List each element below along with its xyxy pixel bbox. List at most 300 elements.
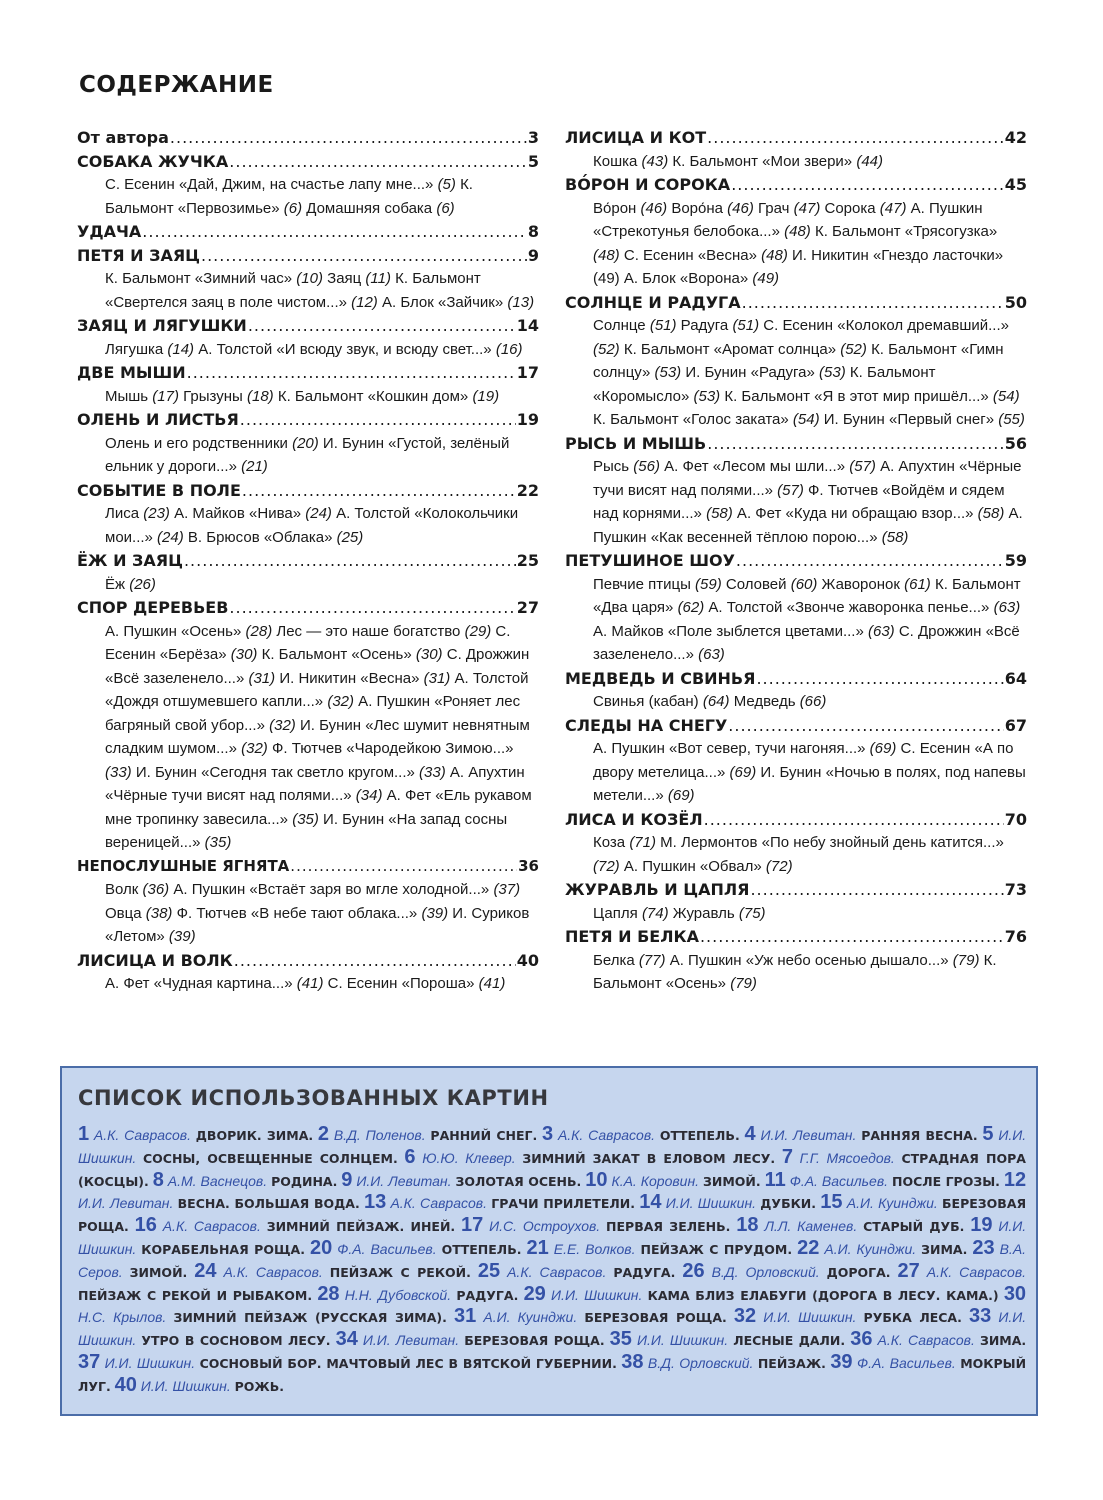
dot-leader	[707, 432, 1004, 456]
page-ref: (72)	[593, 857, 620, 875]
painting-number: 17	[461, 1214, 484, 1237]
chapter-title: СПОР ДЕРЕВЬЕВ	[77, 598, 229, 617]
painting-author: К.А. Коровин.	[611, 1172, 700, 1189]
page-ref: (12)	[351, 293, 378, 311]
painting-author: Н.Н. Дубовской.	[344, 1286, 452, 1303]
page-ref: (46)	[727, 199, 754, 217]
chapter-contents: Рысь (56) А. Фет «Лесом мы шли...» (57) А. Апухтин «Чёрные тучи висят над полями...» (57) Ф. Тютчев «Войдём и сядем над корнями...» (58) А. Фет «Куда ни обращаю взор...» (58) А. Пушкин «Как весенней тёплою порою...» (58)	[593, 458, 1023, 546]
painting-author: А.К. Саврасов.	[223, 1263, 323, 1280]
chapter-page: 59	[1004, 551, 1027, 570]
chapter-title: СОБЫТИЕ В ПОЛЕ	[77, 480, 241, 500]
chapter-heading	[77, 126, 539, 150]
painting-number: 26	[682, 1259, 705, 1282]
painting-author: В.Д. Орловский.	[711, 1263, 820, 1280]
painting-title: ДУБКИ.	[760, 1196, 817, 1212]
painting-author: Ф.А. Васильев.	[856, 1354, 956, 1371]
painting-author: В.А. Серов.	[78, 1240, 1027, 1280]
dot-leader	[229, 150, 527, 174]
page-ref: (48)	[593, 246, 620, 264]
page-ref: (58)	[881, 528, 909, 546]
page-ref: (25)	[336, 528, 364, 546]
painting-title: ПЕРВАЯ ЗЕЛЕНЬ.	[606, 1219, 731, 1235]
chapter-heading	[565, 808, 1027, 832]
painting-number: 30	[1003, 1282, 1027, 1305]
dot-leader	[290, 855, 517, 879]
chapter-heading	[565, 878, 1027, 902]
page-ref: (41)	[478, 975, 506, 992]
painting-title: ЗИМОЙ.	[703, 1173, 761, 1189]
page-ref: (75)	[738, 904, 766, 922]
page-ref: (51)	[732, 317, 760, 334]
painting-author: В.Д. Поленов.	[333, 1127, 426, 1143]
page-ref: (79)	[730, 975, 757, 992]
painting-number: 36	[850, 1328, 873, 1351]
painting-title: МОКРЫЙ ЛУГ.	[78, 1355, 1027, 1394]
dot-leader	[742, 291, 1004, 315]
painting-number: 16	[134, 1214, 157, 1237]
page-ref: (36)	[142, 881, 170, 898]
page-ref: (69)	[869, 740, 897, 757]
chapter-heading	[565, 173, 1027, 197]
dot-leader	[234, 949, 516, 973]
page-ref: (30)	[415, 646, 443, 663]
painting-author: Г.Г. Мясоедов.	[799, 1149, 895, 1166]
chapter-contents: Солнце (51) Радуга (51) С. Есенин «Колокол дремавший...» (52) К. Бальмонт «Аромат солнца» (52) К. Бальмонт «Гимн солнцу» (53) И. Бунин «Радуга» (53) К. Бальмонт «Коромысло» (53) К. Бальмонт «Я в этот мир пришёл...» (54) К. Бальмонт «Голос заката» (54) И. Бунин «Первый снег» (55)	[593, 317, 1025, 428]
chapter-page: 40	[516, 950, 539, 970]
chapter-title: ОЛЕНЬ И ЛИСТЬЯ	[77, 410, 239, 429]
painting-number: 33	[968, 1305, 992, 1328]
page-ref: (48)	[761, 246, 788, 264]
page-title: СОДЕРЖАНИЕ	[79, 72, 274, 98]
page-ref: (60)	[790, 575, 818, 593]
dot-leader	[707, 126, 1004, 150]
painting-number: 21	[526, 1236, 549, 1259]
chapter-page: 64	[1004, 668, 1027, 688]
painting-title: БЕРЕЗОВАЯ РОЩА.	[78, 1196, 1027, 1235]
painting-author: И.С. Остроухов.	[489, 1218, 601, 1235]
page-ref: (64)	[702, 693, 730, 710]
page-ref: (69)	[729, 763, 757, 781]
painting-author: В.Д. Орловский.	[647, 1354, 754, 1371]
page-ref: (63)	[867, 622, 895, 640]
dot-leader	[750, 878, 1003, 902]
chapter-page: 27	[516, 598, 539, 617]
chapter-contents: Мышь (17) Грызуны (18) К. Бальмонт «Кошкин дом» (19)	[105, 387, 500, 405]
chapter-page: 14	[516, 316, 539, 335]
dot-leader	[187, 361, 516, 385]
page-ref: (54)	[792, 411, 820, 428]
painting-author: А.К. Саврасов.	[557, 1127, 656, 1143]
painting-title: СОСНЫ, ОСВЕЩЕННЫЕ СОЛНЦЕМ.	[142, 1150, 398, 1166]
painting-author: А.К. Саврасов.	[926, 1263, 1027, 1280]
page-ref: (31)	[248, 669, 276, 687]
painting-number: 5	[982, 1123, 994, 1145]
page-ref: (29)	[464, 622, 492, 640]
page-ref: (52)	[593, 340, 620, 358]
painting-author: А.К. Саврасов.	[390, 1195, 487, 1212]
painting-number: 22	[797, 1236, 820, 1259]
dot-leader	[731, 173, 1004, 197]
page-ref: (56)	[633, 458, 660, 475]
page-ref: (52)	[840, 340, 867, 358]
painting-number: 38	[621, 1350, 644, 1373]
painting-number: 37	[78, 1350, 101, 1373]
painting-author: И.И. Шишкин.	[665, 1195, 757, 1212]
page-ref: (55)	[998, 411, 1025, 428]
chapter-title: ПЕТЯ И ЗАЯЦ	[77, 245, 200, 265]
painting-author: А.К. Саврасов.	[507, 1263, 607, 1280]
chapter-heading	[77, 855, 539, 879]
painting-author: И.И. Левитан.	[760, 1127, 857, 1143]
page-ref: (57)	[777, 481, 804, 499]
painting-title: ЗИМНИЙ ПЕЙЗАЖ (РУССКАЯ ЗИМА).	[173, 1310, 447, 1326]
page-ref: (47)	[879, 199, 907, 217]
painting-number: 39	[830, 1350, 853, 1373]
painting-number: 4	[744, 1123, 756, 1145]
page-ref: (77)	[638, 951, 666, 969]
page-ref: (23)	[143, 505, 170, 522]
page-ref: (33)	[419, 763, 446, 781]
painting-title: ПОСЛЕ ГРОЗЫ.	[891, 1173, 1000, 1189]
painting-author: И.И. Шишкин.	[78, 1127, 1027, 1166]
painting-author: Л.Л. Каменев.	[764, 1218, 858, 1235]
toc-left-column	[77, 126, 539, 996]
paintings-list-box	[60, 1066, 1038, 1416]
chapter-title: РЫСЬ И МЫШЬ	[565, 433, 707, 453]
chapter-page: 17	[516, 363, 539, 382]
chapter-contents: Во́рон (46) Воро́на (46) Грач (47) Сорока (47) А. Пушкин «Стрекотунья белобока...» (48) К. Бальмонт «Трясогузка» (48) С. Есенин «Весна» (48) И. Никитин «Гнездо ласточки» (49) А. Блок «Ворона» (49)	[593, 199, 1004, 287]
painting-title: КАМА БЛИЗ ЕЛАБУГИ (ДОРОГА В ЛЕСУ. КАМА.)	[647, 1287, 999, 1303]
painting-number: 7	[781, 1145, 793, 1168]
chapter-heading	[77, 361, 539, 385]
dot-leader	[756, 667, 1003, 691]
painting-title: БЕРЕЗОВАЯ РОЩА.	[464, 1333, 605, 1349]
painting-title: СОСНОВЫЙ БОР. МАЧТОВЫЙ ЛЕС В ВЯТСКОЙ ГУБЕРНИИ.	[199, 1355, 617, 1371]
chapter-title: ЁЖ И ЗАЯЦ	[77, 551, 183, 570]
page-ref: (38)	[145, 904, 173, 922]
chapter-contents: А. Пушкин «Осень» (28) Лес — это наше богатство (29) С. Есенин «Берёза» (30) К. Бальмонт «Осень» (30) С. Дрожжин «Всё зазеленело...» (31) И. Никитин «Весна» (31) А. Толстой «Дождя отшумевшего капли...» (32) А. Пушкин «Роняет лес багряный свой убор...» (32) И. Бунин «Лес шумит невнятным сладким шумом...» (32) Ф. Тютчев «Чародейкою Зимою...» (33) И. Бунин «Сегодня так светло кругом...» (33) А. Апухтин «Чёрные тучи висят над полями...» (34) А. Фет «Ель рукавом мне тропинку завесила...» (35) И. Бунин «На запад сосны вереницей...» (35)	[105, 622, 532, 851]
chapter-contents: Певчие птицы (59) Соловей (60) Жаворонок (61) К. Бальмонт «Два царя» (62) А. Толстой «Звонче жаворонка пенье...» (63) А. Майков «Поле зыблется цветами...» (63) С. Дрожжин «Всё зазеленело...» (63)	[593, 575, 1021, 663]
painting-title: ДОРОГА.	[826, 1264, 891, 1280]
painting-number: 12	[1003, 1168, 1027, 1191]
chapter-heading	[77, 549, 539, 573]
painting-author: Ю.Ю. Клевер.	[422, 1149, 516, 1166]
page-ref: (6)	[436, 199, 455, 217]
chapter-heading	[565, 291, 1027, 315]
page-ref: (41)	[296, 975, 324, 992]
chapter-page: 36	[518, 856, 539, 875]
page-ref: (43)	[641, 152, 669, 170]
page-ref: (14)	[167, 340, 195, 358]
chapter-heading	[77, 150, 539, 174]
paintings-list-title: СПИСОК ИСПОЛЬЗОВАННЫХ КАРТИН	[78, 1086, 549, 1110]
dot-leader	[229, 596, 515, 620]
page-ref: (16)	[495, 340, 523, 358]
page-ref: (6)	[283, 199, 303, 217]
page-ref: (48)	[784, 223, 811, 240]
painting-number: 24	[194, 1259, 217, 1282]
page-ref: (32)	[327, 693, 355, 710]
dot-leader	[728, 714, 1003, 738]
painting-number: 27	[897, 1259, 920, 1282]
painting-number: 23	[972, 1236, 995, 1259]
painting-title: ГРАЧИ ПРИЛЕТЕЛИ.	[491, 1196, 635, 1212]
chapter-title: ПЕТУШИНОЕ ШОУ	[565, 551, 735, 570]
painting-title: КОРАБЕЛЬНАЯ РОЩА.	[141, 1241, 305, 1257]
chapter-contents: К. Бальмонт «Зимний час» (10) Заяц (11) К. Бальмонт «Свертелся заяц в поле чистом...» (12) А. Блок «Зайчик» (13)	[105, 270, 535, 311]
chapter-contents: Белка (77) А. Пушкин «Уж небо осенью дышало...» (79) К. Бальмонт «Осень» (79)	[593, 951, 997, 992]
chapter-contents: Лягушка (14) А. Толстой «И всюду звук, и всюду свет...» (16)	[105, 340, 523, 358]
dot-leader	[248, 314, 516, 338]
chapter-title: ЛИСИЦА И КОТ	[565, 128, 707, 147]
chapter-title: ПЕТЯ И БЕЛКА	[565, 927, 699, 946]
painting-number: 1	[78, 1123, 90, 1145]
page-ref: (53)	[654, 364, 682, 381]
painting-number: 19	[970, 1214, 993, 1237]
page-ref: (66)	[799, 693, 827, 710]
page-ref: (28)	[245, 622, 273, 640]
page-ref: (24)	[305, 505, 332, 522]
chapter-title: ДВЕ МЫШИ	[77, 363, 186, 382]
dot-leader	[142, 220, 527, 244]
chapter-contents: Коза (71) М. Лермонтов «По небу знойный день катится...» (72) А. Пушкин «Обвал» (72)	[593, 834, 1004, 875]
chapter-page: 22	[516, 480, 539, 500]
dot-leader	[242, 479, 516, 503]
page-ref: (5)	[437, 176, 456, 193]
page-ref: (37)	[493, 881, 521, 898]
chapter-page: 42	[1004, 128, 1027, 147]
painting-title: ПЕЙЗАЖ.	[757, 1355, 826, 1371]
painting-author: И.И. Шишкин.	[636, 1332, 729, 1349]
painting-title: ЗИМНИЙ ПЕЙЗАЖ. ИНЕЙ.	[266, 1219, 456, 1235]
page-ref: (47)	[793, 199, 821, 217]
painting-title: РАННИЙ СНЕГ.	[430, 1128, 538, 1143]
chapter-heading	[77, 314, 539, 338]
chapter-title: ВО́РОН И СОРОКА	[565, 175, 731, 194]
page-ref: (69)	[667, 787, 695, 804]
chapter-heading	[565, 126, 1027, 150]
painting-title: СТРАДНАЯ ПОРА (КОСЦЫ).	[78, 1150, 1026, 1189]
chapter-contents: А. Пушкин «Вот север, тучи нагоняя...» (69) С. Есенин «А по двору метелица...» (69) И. Бунин «Ночью в полях, под напевы метели...» (69)	[593, 740, 1026, 804]
painting-author: И.И. Левитан.	[362, 1332, 460, 1349]
chapter-title: ЖУРАВЛЬ И ЦАПЛЯ	[565, 880, 750, 899]
dot-leader	[700, 925, 1004, 949]
painting-author: А.К. Саврасов.	[877, 1332, 975, 1349]
chapter-title: ЛИСА И КОЗЁЛ	[565, 809, 703, 829]
painting-number: 6	[404, 1145, 416, 1168]
painting-number: 14	[639, 1191, 662, 1214]
chapter-heading	[77, 408, 539, 432]
chapter-title: СЛЕДЫ НА СНЕГУ	[565, 715, 728, 735]
painting-author: И.И. Шишкин.	[763, 1309, 857, 1326]
painting-title: ЛЕСНЫЕ ДАЛИ.	[733, 1333, 846, 1349]
page-ref: (31)	[423, 669, 451, 687]
painting-author: Ф.А. Васильев.	[789, 1172, 889, 1189]
chapter-heading	[77, 596, 539, 620]
chapter-page: 67	[1004, 715, 1027, 735]
chapter-contents: Лиса (23) А. Майков «Нива» (24) А. Толстой «Колокольчики мои...» (24) В. Брюсов «Облака» (25)	[105, 505, 519, 546]
chapter-heading	[77, 244, 539, 268]
painting-title: РАДУГА.	[456, 1287, 519, 1303]
painting-title: РАДУГА.	[613, 1264, 676, 1280]
painting-author: А.И. Куинджи.	[846, 1195, 938, 1212]
dot-leader	[704, 808, 1004, 832]
chapter-heading	[565, 549, 1027, 573]
chapter-heading	[77, 949, 539, 973]
painting-number: 28	[317, 1282, 340, 1305]
page-ref: (54)	[992, 387, 1020, 405]
chapter-page: 76	[1004, 927, 1027, 946]
painting-number: 34	[335, 1328, 358, 1351]
painting-number: 31	[454, 1305, 477, 1328]
page-ref: (39)	[168, 928, 196, 945]
painting-author: Н.С. Крылов.	[78, 1309, 167, 1326]
painting-author: Ф.А. Васильев.	[337, 1240, 437, 1257]
chapter-page: 9	[527, 245, 539, 265]
chapter-heading	[77, 220, 539, 244]
chapter-contents: Волк (36) А. Пушкин «Встаёт заря во мгле холодной...» (37) Овца (38) Ф. Тютчев «В небе тают облака...» (39) И. Суриков «Летом» (39)	[105, 881, 530, 945]
dot-leader	[170, 126, 527, 150]
painting-title: ПЕЙЗАЖ С РЕКОЙ И РЫБАКОМ.	[78, 1287, 313, 1303]
chapter-contents: Цапля (74) Журавль (75)	[593, 904, 766, 922]
page-ref: (26)	[129, 575, 156, 593]
page-ref: (24)	[157, 528, 184, 546]
chapter-title: МЕДВЕДЬ И СВИНЬЯ	[565, 668, 756, 688]
chapter-title: ЗАЯЦ И ЛЯГУШКИ	[77, 316, 247, 335]
chapter-contents: Кошка (43) К. Бальмонт «Мои звери» (44)	[593, 152, 884, 170]
painting-title: РОЖЬ.	[234, 1378, 285, 1394]
chapter-page: 25	[516, 551, 539, 570]
paintings-list	[78, 1124, 1026, 1398]
painting-title: ДВОРИК. ЗИМА.	[195, 1128, 314, 1143]
page-ref: (59)	[695, 575, 722, 593]
page-ref: (20)	[292, 434, 319, 452]
painting-author: И.И. Шишкин.	[551, 1286, 643, 1303]
page-ref: (35)	[292, 810, 319, 828]
painting-title: ЗОЛОТАЯ ОСЕНЬ.	[455, 1173, 582, 1189]
painting-author: И.И. Шишкин.	[78, 1218, 1027, 1257]
chapter-heading	[565, 925, 1027, 949]
painting-title: РОДИНА.	[271, 1173, 338, 1189]
page-ref: (58)	[977, 505, 1005, 522]
page-ref: (53)	[819, 364, 846, 381]
painting-number: 11	[764, 1168, 786, 1191]
painting-number: 35	[609, 1328, 632, 1351]
painting-number: 13	[363, 1191, 387, 1214]
chapter-heading	[565, 432, 1027, 456]
painting-title: БЕРЕЗОВАЯ РОЩА.	[584, 1310, 727, 1326]
painting-number: 40	[114, 1373, 137, 1396]
dot-leader	[736, 549, 1004, 573]
chapter-heading	[565, 714, 1027, 738]
page-ref: (21)	[241, 458, 268, 475]
painting-title: ОТТЕПЕЛЬ.	[441, 1241, 522, 1257]
painting-author: И.И. Левитан.	[78, 1195, 174, 1212]
chapter-heading	[77, 479, 539, 503]
painting-title: УТРО В СОСНОВОМ ЛЕСУ.	[141, 1333, 331, 1349]
page-ref: (39)	[421, 904, 449, 922]
page-ref: (49)	[752, 270, 780, 287]
painting-author: Е.Е. Волков.	[553, 1240, 636, 1257]
painting-title: РУБКА ЛЕСА.	[863, 1310, 962, 1326]
painting-number: 9	[341, 1168, 353, 1191]
page-ref: (72)	[765, 857, 793, 875]
painting-author: А.И. Куинджи.	[824, 1240, 917, 1257]
chapter-title: От автора	[77, 128, 169, 147]
page-ref: (10)	[296, 270, 323, 287]
page-ref: (17)	[152, 387, 179, 405]
dot-leader	[201, 244, 527, 268]
painting-number: 10	[585, 1168, 608, 1191]
painting-number: 15	[820, 1191, 843, 1214]
page-ref: (46)	[640, 199, 668, 217]
chapter-page: 70	[1004, 809, 1027, 829]
page-ref: (30)	[230, 646, 258, 663]
painting-number: 8	[152, 1168, 164, 1191]
page-ref: (58)	[706, 505, 733, 522]
painting-number: 3	[542, 1123, 554, 1145]
chapter-page: 5	[527, 151, 539, 171]
chapter-page: 56	[1004, 433, 1027, 453]
page-ref: (53)	[693, 387, 721, 405]
painting-title: ОТТЕПЕЛЬ.	[659, 1128, 740, 1143]
painting-author: И.И. Шишкин.	[78, 1309, 1027, 1349]
painting-title: ВЕСНА. БОЛЬШАЯ ВОДА.	[177, 1196, 360, 1212]
painting-number: 25	[477, 1259, 501, 1282]
page-ref: (74)	[641, 904, 669, 922]
page-ref: (33)	[105, 763, 132, 781]
page-ref: (18)	[247, 387, 274, 405]
painting-number: 29	[523, 1282, 546, 1305]
chapter-page: 8	[527, 222, 539, 241]
painting-number: 2	[317, 1123, 330, 1145]
page-ref: (44)	[856, 152, 884, 170]
page-ref: (11)	[365, 270, 391, 287]
page-ref: (63)	[993, 599, 1021, 616]
chapter-contents: С. Есенин «Дай, Джим, на счастье лапу мне...» (5) К. Бальмонт «Первозимье» (6) Домашняя собака (6)	[105, 176, 473, 217]
page-ref: (35)	[204, 834, 232, 851]
painting-author: А.К. Саврасов.	[162, 1218, 261, 1235]
painting-number: 32	[733, 1305, 757, 1328]
page-ref: (79)	[952, 951, 980, 969]
chapter-page: 50	[1004, 292, 1027, 312]
painting-title: ЗИМА.	[921, 1241, 968, 1257]
chapter-page: 73	[1004, 880, 1027, 899]
painting-author: А.К. Саврасов.	[93, 1127, 191, 1143]
painting-author: А.М. Васнецов.	[167, 1172, 268, 1189]
painting-title: ПЕЙЗАЖ С ПРУДОМ.	[640, 1241, 793, 1257]
toc-right-column	[565, 126, 1027, 996]
painting-author: А.И. Куинджи.	[483, 1309, 578, 1326]
chapter-page: 19	[516, 410, 539, 429]
chapter-contents: А. Фет «Чудная картина...» (41) С. Есенин «Пороша» (41)	[105, 975, 506, 992]
page-ref: (51)	[649, 317, 677, 334]
page-ref: (32)	[241, 740, 268, 757]
painting-title: СТАРЫЙ ДУБ.	[863, 1219, 965, 1235]
page-ref: (13)	[507, 293, 535, 311]
painting-title: ПЕЙЗАЖ С РЕКОЙ.	[329, 1264, 471, 1280]
page-ref: (57)	[849, 458, 876, 475]
chapter-title: УДАЧА	[77, 222, 142, 241]
painting-title: ЗИМНИЙ ЗАКАТ В ЕЛОВОМ ЛЕСУ.	[522, 1150, 776, 1166]
painting-number: 20	[309, 1236, 333, 1259]
page-ref: (32)	[269, 716, 296, 734]
page-ref: (34)	[355, 787, 383, 804]
chapter-contents: Свинья (кабан) (64) Медведь (66)	[593, 693, 827, 710]
chapter-heading	[565, 667, 1027, 691]
page-ref: (61)	[904, 575, 931, 593]
page-ref: (71)	[629, 834, 656, 851]
